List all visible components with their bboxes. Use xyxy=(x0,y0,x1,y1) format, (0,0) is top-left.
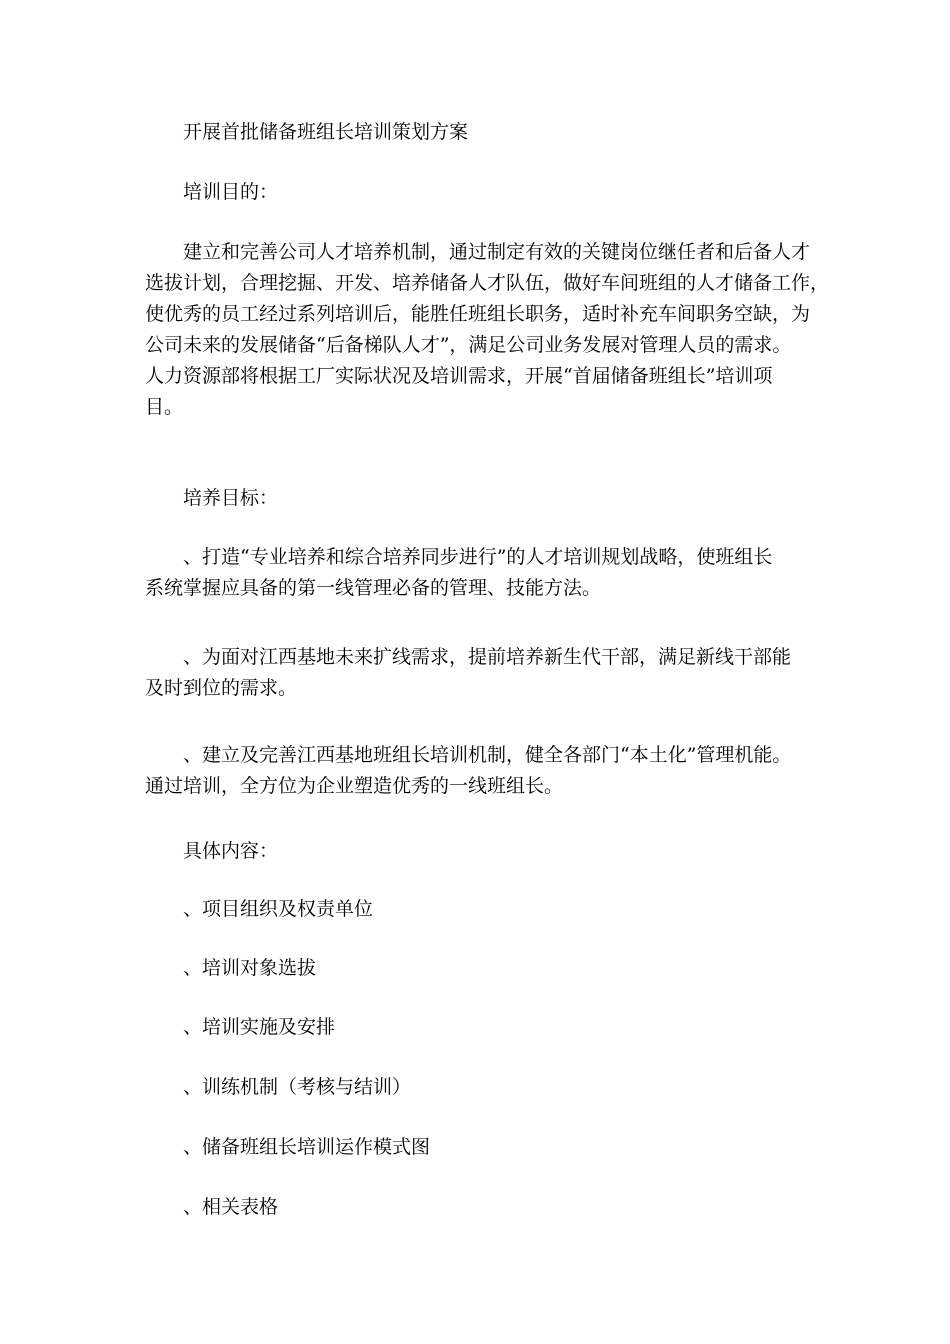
content-list-item: 、训练机制（考核与结训） xyxy=(183,1076,412,1098)
content-list-item: 、培训对象选拔 xyxy=(183,957,317,979)
goal-line: 系统掌握应具备的第一线管理必备的管理、技能方法。 xyxy=(145,577,602,599)
goal-line: 、打造“专业培养和综合培养同步进行”的人才培训规划战略，使班组长 xyxy=(183,546,773,568)
content-list-item: 、项目组织及权责单位 xyxy=(183,898,374,920)
content-heading: 具体内容： xyxy=(183,840,279,862)
content-list-item: 、储备班组长培训运作模式图 xyxy=(183,1136,431,1158)
purpose-line: 人力资源部将根据工厂实际状况及培训需求，开展“首届储备班组长”培训项 xyxy=(145,365,773,387)
goal-line: 及时到位的需求。 xyxy=(145,677,298,699)
goal-item xyxy=(145,542,810,604)
goals-heading: 培养目标： xyxy=(183,487,279,509)
content-list-item: 、相关表格 xyxy=(183,1196,279,1218)
purpose-heading: 培训目的： xyxy=(183,181,279,203)
purpose-line: 选拔计划，合理挖掘、开发、培养储备人才队伍，做好车间班组的人才储备工作， xyxy=(145,272,830,294)
purpose-line: 公司未来的发展储备“后备梯队人才”，满足公司业务发展对管理人员的需求。 xyxy=(145,334,792,356)
goal-item xyxy=(145,642,810,704)
content-list-item: 、培训实施及安排 xyxy=(183,1016,336,1038)
purpose-line: 目。 xyxy=(145,396,184,418)
document-title: 开展首批储备班组长培训策划方案 xyxy=(183,121,469,143)
goal-line: 通过培训，全方位为企业塑造优秀的一线班组长。 xyxy=(145,775,564,797)
purpose-line: 使优秀的员工经过系列培训后，能胜任班组长职务，适时补充车间职务空缺，为 xyxy=(145,303,811,325)
purpose-paragraph xyxy=(145,237,830,423)
purpose-line: 建立和完善公司人才培养机制，通过制定有效的关键岗位继任者和后备人才 xyxy=(183,241,811,263)
goal-line: 、为面对江西基地未来扩线需求，提前培养新生代干部，满足新线干部能 xyxy=(183,646,792,668)
goal-line: 、建立及完善江西基地班组长培训机制，健全各部门“本土化”管理机能。 xyxy=(183,744,792,766)
goal-item xyxy=(145,740,810,802)
